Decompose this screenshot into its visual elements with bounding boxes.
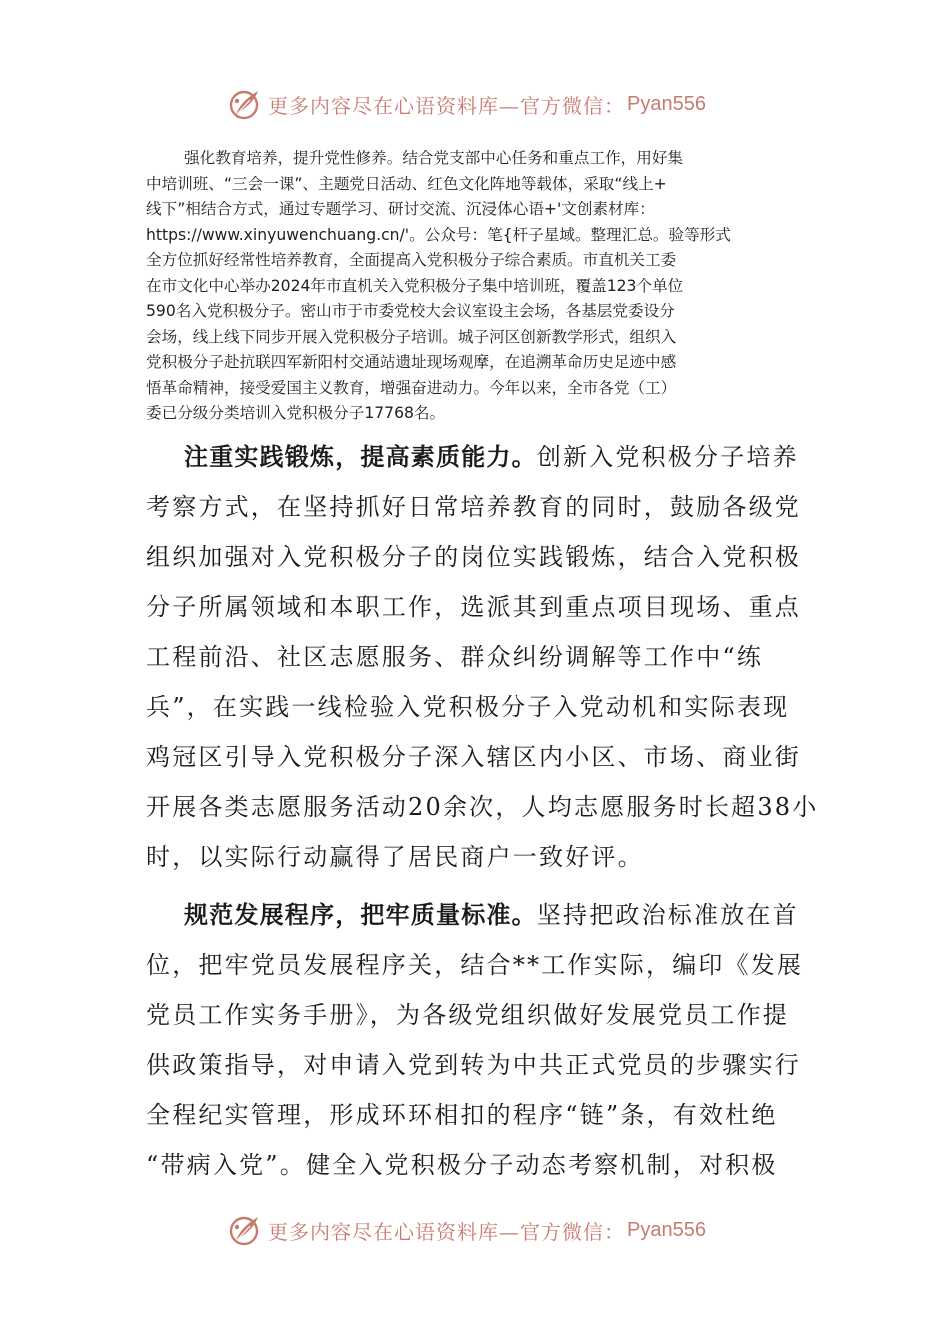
text-line: 590名入党积极分子。密山市于市委党校大会议室设主会场，各基层党委设分 — [146, 302, 675, 320]
text-line: https://www.xinyuwenchuang.cn/'。公众号：笔{杆子星域。整理汇总。验等形式 — [146, 225, 731, 244]
text-line: 强化教育培养，提升党性修养。结合党支部中心任务和重点工作，用好集 — [184, 149, 684, 167]
quill-logo-icon — [228, 1213, 262, 1247]
paragraph-development-procedure — [146, 890, 806, 1190]
text-fragment: 创新入党积极分子培养 — [536, 443, 799, 471]
watermark-header — [228, 84, 706, 124]
text-line: 考察方式，在坚持抓好日常培养教育的同时，鼓励各级党 — [146, 493, 801, 521]
paragraph-practice-training — [146, 432, 819, 882]
text-line — [146, 432, 806, 482]
text-line: 党积极分子赴抗联四军新阳村交通站遗址现场观摩，在追溯革命历史足迹中感 — [146, 353, 677, 371]
text-line: 开展各类志愿服务活动20余次，人均志愿服务时长超38小 — [146, 793, 819, 821]
quill-logo-icon — [228, 87, 262, 121]
watermark-footer — [228, 1210, 706, 1250]
watermark-wechat-id: Pyan556 — [627, 92, 706, 115]
watermark-wechat-id: Pyan556 — [627, 1218, 706, 1241]
text-line: 全程纪实管理，形成环环相扣的程序“链”条，有效杜绝 — [146, 1101, 778, 1129]
text-line: 位，把牢党员发展程序关，结合**工作实际，编印《发展 — [146, 951, 804, 979]
text-line: 时，以实际行动赢得了居民商户一致好评。 — [146, 843, 644, 871]
text-line: “带病入党”。健全入党积极分子动态考察机制，对积极 — [146, 1151, 778, 1179]
text-line: 供政策指导，对申请入党到转为中共正式党员的步骤实行 — [146, 1051, 801, 1079]
text-fragment: 坚持把政治标准放在首 — [536, 901, 799, 929]
paragraph-education-training — [146, 146, 806, 427]
text-line: 在市文化中心举办2024年市直机关入党积极分子集中培训班，覆盖123个单位 — [146, 276, 684, 295]
text-line: 工程前沿、社区志愿服务、群众纠纷调解等工作中“练 — [146, 643, 764, 671]
paragraph-heading: 注重实践锻炼，提高素质能力。 — [184, 442, 537, 471]
text-line: 党员工作实务手册》，为各级党组织做好发展党员工作提 — [146, 1001, 789, 1029]
text-line: 组织加强对入党积极分子的岗位实践锻炼，结合入党积极 — [146, 543, 801, 571]
text-line: 委已分级分类培训入党积极分子17768名。 — [146, 404, 446, 422]
paragraph-heading: 规范发展程序，把牢质量标准。 — [184, 900, 537, 929]
text-line: 中培训班、“三会一课”、主题党日活动、红色文化阵地等载体，采取“线上+ — [146, 174, 667, 193]
text-line: 分子所属领域和本职工作，选派其到重点项目现场、重点 — [146, 593, 801, 621]
text-line: 兵”，在实践一线检验入党积极分子入党动机和实际表现 — [146, 693, 790, 721]
text-line — [146, 890, 806, 940]
text-line: 全方位抓好经常性培养教育，全面提高入党积极分子综合素质。市直机关工委 — [146, 251, 677, 269]
text-line: 会场，线上线下同步开展入党积极分子培训。城子河区创新教学形式，组织入 — [146, 327, 677, 346]
text-line: 线下”相结合方式，通过专题学习、研讨交流、沉浸体心语+'文创素材库： — [146, 200, 655, 218]
watermark-text: 更多内容尽在心语资料库—官方微信： — [268, 1219, 625, 1244]
text-line: 鸡冠区引导入党积极分子深入辖区内小区、市场、商业街 — [146, 743, 801, 771]
watermark-text: 更多内容尽在心语资料库—官方微信： — [268, 93, 625, 118]
text-line: 悟革命精神，接受爱国主义教育，增强奋进动力。今年以来，全市各党（工） — [146, 378, 677, 397]
